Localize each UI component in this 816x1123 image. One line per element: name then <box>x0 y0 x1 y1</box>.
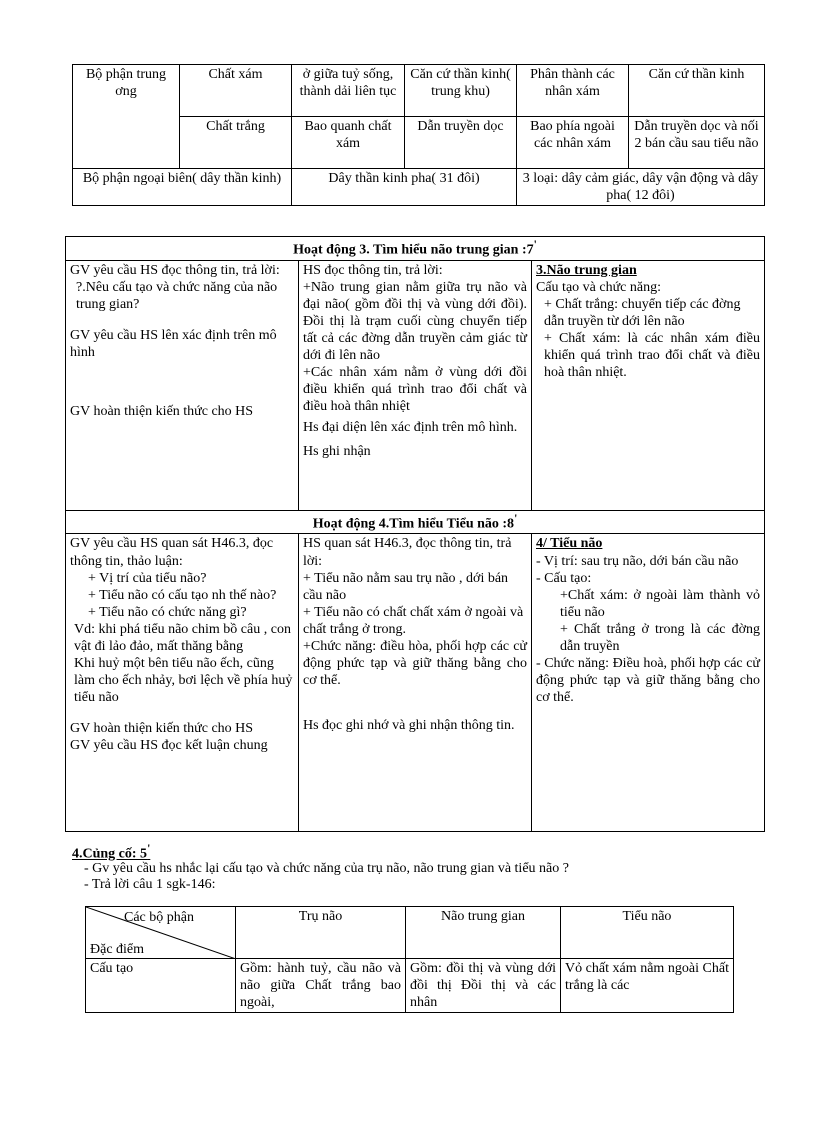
header-brainstem: Trụ não <box>236 907 406 959</box>
white-matter-label: Chất trắng <box>180 117 292 169</box>
activity3-title: Hoạt động 3. Tìm hiểu não trung gian :7' <box>66 237 765 261</box>
activity4-content: 4/ Tiểu não - Vị trí: sau trụ não, dới bán cầu não - Cấu tạo: +Chất xám: ở ngoài làm thành vỏ tiểu não + Chất trắng ở trong là các đờng dẫn truyền - Chức năng: Điều hoà, phối hợp các cử động phức tạp và giữ thăng bằng cho cơ thể. <box>532 534 765 832</box>
header-cerebellum: Tiểu não <box>561 907 734 959</box>
row-label-structure: Cấu tạo <box>86 959 236 1013</box>
brain-white-function: Dẫn truyền dọc và nối 2 bán cầu sau tiểu não <box>629 117 765 169</box>
brainstem-structure: Gồm: hành tuỷ, cầu não và não giữa Chất trắng bao ngoài, <box>236 959 406 1013</box>
central-part-cell: Bộ phận trung ơng <box>73 65 180 169</box>
spinal-grey-location: ở giữa tuỷ sống, thành dải liên tục <box>292 65 405 117</box>
diencephalon-structure: Gồm: đồi thị và vùng dới đồi thị Đồi thị và các nhân <box>406 959 561 1013</box>
activity4-student: HS quan sát H46.3, đọc thông tin, trả lời: + Tiểu não nằm sau trụ não , dới bán cầu não + Tiểu não có chất chất xám ở ngoài và chất trắng ở trong. +Chức năng: điều hòa, phối hợp các cử động phức tạp và giữ thăng bằng cho cơ thể. Hs đọc ghi nhớ và ghi nhận thông tin. <box>299 534 532 832</box>
activity3-content: 3.Não trung gian Cấu tạo và chức năng: + Chất trắng: chuyển tiếp các đờng dẫn truyền từ dới lên não + Chất xám: là các nhân xám điều khiển quá trình trao đổi chất và điều hoà thân nhiệt. <box>532 260 765 510</box>
activity3-student: HS đọc thông tin, trả lời: +Não trung gian nằm giữa trụ não và đại não( gồm đồi thị và vùng dới đồi). Đồi thị là trạm cuối cùng chuyển tiếp tất cả các đờng dẫn truyền cảm giác từ dới đi lên não +Các nhân xám nằm ở vùng dới đồi điều khiển quá trình trao đổi chất và điều hoà thân nhiệt Hs đại diện lên xác định trên mô hình. Hs ghi nhận <box>299 260 532 510</box>
brain-grey-function: Căn cứ thần kinh <box>629 65 765 117</box>
header-diencephalon: Não trung gian <box>406 907 561 959</box>
nervous-system-table <box>72 64 765 206</box>
activities-table <box>65 236 765 832</box>
spinal-nerves-cell: Dây thần kinh pha( 31 đôi) <box>292 169 517 206</box>
spinal-white-location: Bao quanh chất xám <box>292 117 405 169</box>
activity3-teacher: GV yêu cầu HS đọc thông tin, trả lời: ?.Nêu cấu tạo và chức năng của não trung gian? GV yêu cầu HS lên xác định trên mô hình GV hoàn thiện kiến thức cho HS <box>66 260 299 510</box>
consolidation-line-1: - Gv yêu cầu hs nhắc lại cấu tạo và chức năng của trụ não, não trung gian và tiểu não ? <box>84 861 569 876</box>
cerebellum-structure: Vỏ chất xám nằm ngoài Chất trắng là các <box>561 959 734 1013</box>
spinal-white-function: Dẫn truyền dọc <box>405 117 517 169</box>
comparison-table <box>85 906 734 1013</box>
activity4-title: Hoạt động 4.Tìm hiểu Tiểu não :8' <box>66 510 765 534</box>
corner-top-label: Các bộ phận <box>124 910 194 925</box>
corner-header-cell <box>86 907 236 959</box>
peripheral-part-cell: Bộ phận ngoại biên( dây thần kinh) <box>73 169 292 206</box>
activity4-teacher: GV yêu cầu HS quan sát H46.3, đọc thông tin, thảo luận: + Vị trí của tiểu não? + Tiểu não có cấu tạo nh thế nào? + Tiểu não có chức năng gì? Vd: khi phá tiểu não chim bồ câu , con vật đi lảo đảo, mất thăng bằng Khi huỷ một bên tiểu não ếch, cũng làm cho ếch nhảy, bơi lệch về phía huỷ tiểu não GV hoàn thiện kiến thức cho HS GV yêu cầu HS đọc kết luận chung <box>66 534 299 832</box>
brain-white-location: Bao phía ngoài các nhân xám <box>517 117 629 169</box>
corner-bottom-label: Đặc điểm <box>90 942 145 957</box>
brain-grey-location: Phân thành các nhân xám <box>517 65 629 117</box>
grey-matter-label: Chất xám <box>180 65 292 117</box>
cranial-nerves-cell: 3 loại: dây cảm giác, dây vận động và dây pha( 12 đôi) <box>517 169 765 206</box>
spinal-grey-function: Căn cứ thần kinh( trung khu) <box>405 65 517 117</box>
consolidation-line-2: - Trả lời câu 1 sgk-146: <box>84 877 216 892</box>
consolidation-heading: 4.Củng cố: 5' <box>72 842 151 862</box>
